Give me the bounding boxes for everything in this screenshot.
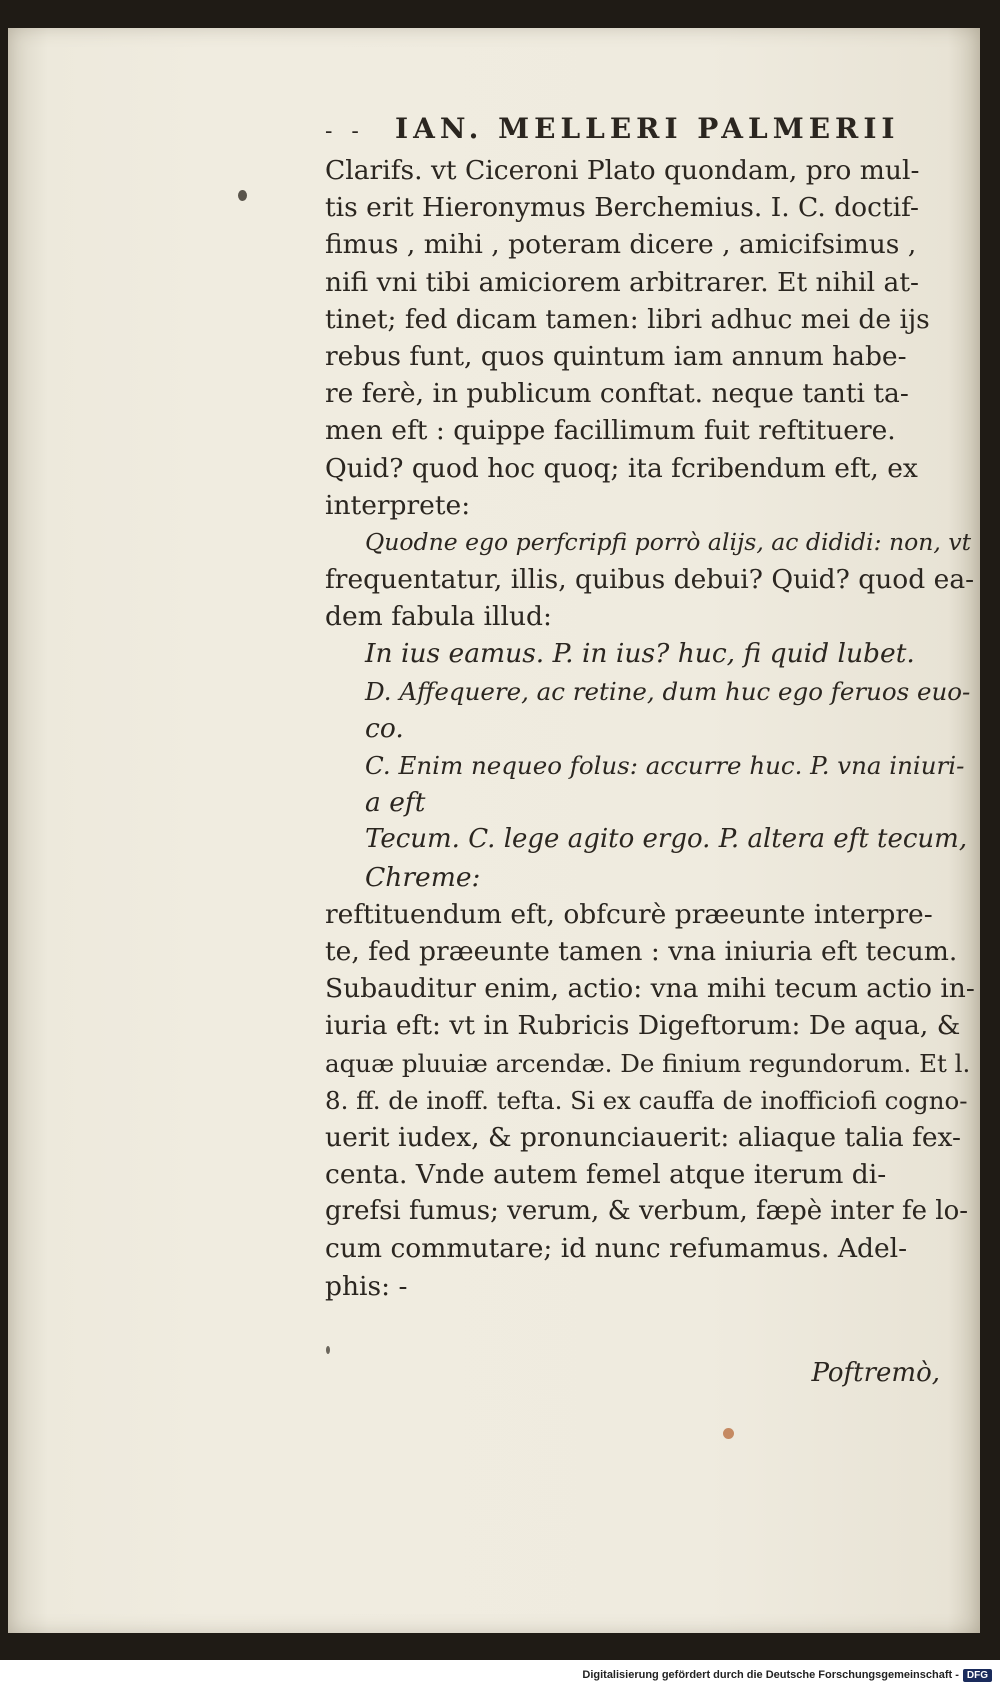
text-line: aquæ pluuiæ arcendæ. De finium regundorum. Et l. [325,1048,971,1078]
text-line: In ius eamus. P. in ius? huc, fi quid lubet. [365,638,915,670]
ink-spot [326,1346,330,1354]
text-line: fimus , mihi , poteram dicere , amicifsimus , [325,229,917,261]
text-line: dem fabula illud: [325,601,552,633]
text-line: D. Affequere, ac retine, dum huc ego feruos euo- [365,676,971,706]
text-line: rebus funt, quos quintum iam annum habe- [325,340,907,372]
text-line: interprete: [325,489,471,521]
text-line: reftituendum eft, obfcurè præeunte interpre- [325,898,933,930]
dfg-logo: DFG [963,1669,992,1682]
text-line: co. [365,712,404,744]
text-line: tis erit Hieronymus Berchemius. I. C. doctif- [325,192,919,224]
text-block [325,152,975,1305]
text-line: men eft : quippe facillimum fuit reftituere. [325,415,896,447]
footer-credit: Digitalisierung gefördert durch die Deutsche Forschungsgemeinschaft - [582,1669,959,1681]
text-line: centa. Vnde autem femel atque iterum di- [325,1159,887,1191]
footer-bar [0,1660,1000,1690]
text-line: Chreme: [365,861,481,893]
text-line: Tecum. C. lege agito ergo. P. altera eft tecum, [365,824,968,855]
text-line: 8. ff. de inoff. tefta. Si ex cauffa de inofficiofi cogno- [325,1085,968,1115]
page-text [325,112,975,1305]
text-line: phis: - [325,1270,408,1302]
text-line: Quid? quod hoc quoq; ita fcribendum eft, ex [325,452,918,484]
text-line: frequentatur, illis, quibus debui? Quid? quod ea- [325,564,975,596]
text-line: uerit iudex, & pronunciauerit: aliaque talia fex- [325,1121,961,1153]
text-line: Quodne ego perfcripfi porrò alijs, ac dididi: non, vt [365,527,972,556]
ink-spot [238,190,247,201]
catchword: Poftremò, [811,1358,940,1388]
text-line: cum commutare; id nunc refumamus. Adel- [325,1233,908,1265]
text-line: Clarifs. vt Ciceroni Plato quondam, pro mul- [325,155,920,186]
text-line: iuria eft: vt in Rubricis Digeftorum: De aqua, & [325,1010,961,1042]
text-line: tinet; fed dicam tamen: libri adhuc mei de ijs [325,303,930,335]
text-line: grefsi fumus; verum, & verbum, fæpè inter fe lo- [325,1196,969,1227]
header-dashes: - - [325,119,365,144]
text-line: Subauditur enim, actio: vna mihi tecum actio in- [325,973,975,1005]
text-line: a eft [365,787,426,819]
text-line: C. Enim nequeo folus: accurre huc. P. vna iniuri- [365,751,965,780]
text-line: re ferè, in publicum conftat. neque tanti ta- [325,378,909,410]
running-header [325,112,975,152]
stain-spot [723,1428,734,1439]
text-line: nifi vni tibi amiciorem arbitrarer. Et nihil at- [325,266,919,298]
text-line: te, fed præeunte tamen : vna iniuria eft tecum. [325,935,958,967]
running-title: IAN. MELLERI PALMERII [395,112,900,145]
